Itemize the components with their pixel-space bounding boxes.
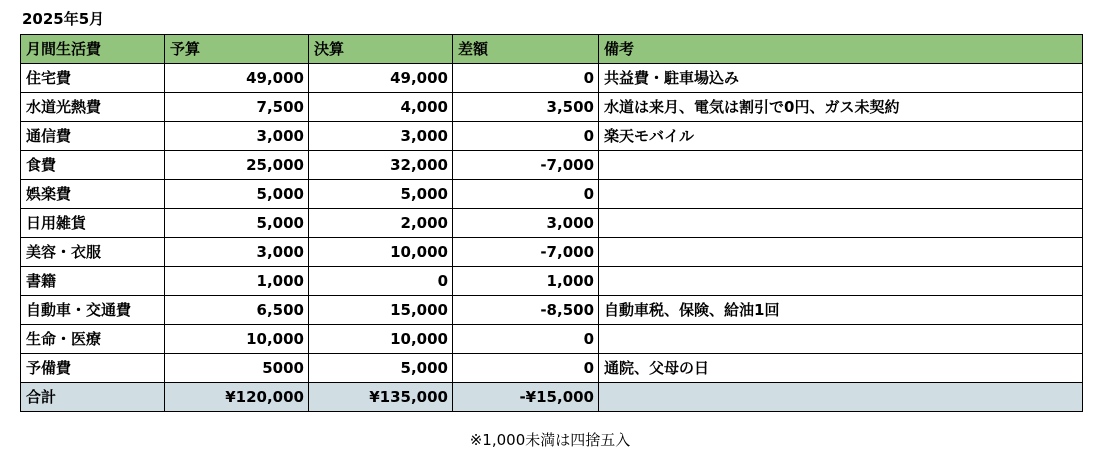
total-cell-note	[599, 383, 1083, 412]
cell-actual: 0	[309, 267, 453, 296]
page-title: 2025年5月	[22, 10, 105, 28]
cell-actual: 3,000	[309, 122, 453, 151]
table-row	[21, 151, 1083, 180]
cell-actual: 5,000	[309, 180, 453, 209]
total-row	[21, 383, 1083, 412]
header-actual: 決算	[309, 35, 453, 64]
cell-budget: 1,000	[165, 267, 309, 296]
total-cell-budget: ¥120,000	[165, 383, 309, 412]
header-row	[21, 35, 1083, 64]
table-row	[21, 238, 1083, 267]
cell-budget: 6,500	[165, 296, 309, 325]
cell-note	[599, 267, 1083, 296]
table-row	[21, 267, 1083, 296]
cell-category: 予備費	[21, 354, 165, 383]
cell-note	[599, 238, 1083, 267]
cell-category: 生命・医療	[21, 325, 165, 354]
cell-difference: -7,000	[453, 151, 599, 180]
table-row	[21, 296, 1083, 325]
cell-budget: 7,500	[165, 93, 309, 122]
cell-category: 美容・衣服	[21, 238, 165, 267]
cell-difference: 0	[453, 325, 599, 354]
cell-budget: 5000	[165, 354, 309, 383]
cell-actual: 2,000	[309, 209, 453, 238]
total-cell-difference: -¥15,000	[453, 383, 599, 412]
cell-budget: 5,000	[165, 209, 309, 238]
table-row	[21, 122, 1083, 151]
cell-difference: -8,500	[453, 296, 599, 325]
cell-actual: 32,000	[309, 151, 453, 180]
cell-category: 食費	[21, 151, 165, 180]
total-cell-category: 合計	[21, 383, 165, 412]
cell-category: 水道光熱費	[21, 93, 165, 122]
table-row	[21, 209, 1083, 238]
header-budget: 予算	[165, 35, 309, 64]
cell-difference: 0	[453, 354, 599, 383]
cell-category: 娯楽費	[21, 180, 165, 209]
table-row	[21, 93, 1083, 122]
cell-budget: 49,000	[165, 64, 309, 93]
cell-category: 書籍	[21, 267, 165, 296]
total-cell-actual: ¥135,000	[309, 383, 453, 412]
cell-note	[599, 151, 1083, 180]
cell-actual: 15,000	[309, 296, 453, 325]
table-row	[21, 64, 1083, 93]
cell-note	[599, 209, 1083, 238]
cell-note: 自動車税、保険、給油1回	[599, 296, 1083, 325]
cell-difference: 3,500	[453, 93, 599, 122]
table-row	[21, 354, 1083, 383]
cell-difference: -7,000	[453, 238, 599, 267]
cell-category: 住宅費	[21, 64, 165, 93]
header-category: 月間生活費	[21, 35, 165, 64]
cell-difference: 0	[453, 64, 599, 93]
header-note: 備考	[599, 35, 1083, 64]
table-row	[21, 325, 1083, 354]
cell-category: 通信費	[21, 122, 165, 151]
cell-budget: 10,000	[165, 325, 309, 354]
cell-actual: 4,000	[309, 93, 453, 122]
cell-note	[599, 325, 1083, 354]
cell-note: 水道は来月、電気は割引で0円、ガス未契約	[599, 93, 1083, 122]
cell-note	[599, 180, 1083, 209]
cell-budget: 5,000	[165, 180, 309, 209]
cell-difference: 1,000	[453, 267, 599, 296]
cell-budget: 3,000	[165, 238, 309, 267]
table-row	[21, 180, 1083, 209]
cell-difference: 0	[453, 122, 599, 151]
cell-budget: 3,000	[165, 122, 309, 151]
cell-note: 楽天モバイル	[599, 122, 1083, 151]
cell-difference: 0	[453, 180, 599, 209]
cell-category: 日用雑貨	[21, 209, 165, 238]
cell-note: 通院、父母の日	[599, 354, 1083, 383]
budget-table	[20, 34, 1083, 412]
header-difference: 差額	[453, 35, 599, 64]
cell-note: 共益費・駐車場込み	[599, 64, 1083, 93]
cell-actual: 49,000	[309, 64, 453, 93]
cell-budget: 25,000	[165, 151, 309, 180]
cell-actual: 10,000	[309, 325, 453, 354]
cell-actual: 10,000	[309, 238, 453, 267]
footnote: ※1,000未満は四捨五入	[469, 431, 631, 449]
cell-category: 自動車・交通費	[21, 296, 165, 325]
cell-actual: 5,000	[309, 354, 453, 383]
cell-difference: 3,000	[453, 209, 599, 238]
